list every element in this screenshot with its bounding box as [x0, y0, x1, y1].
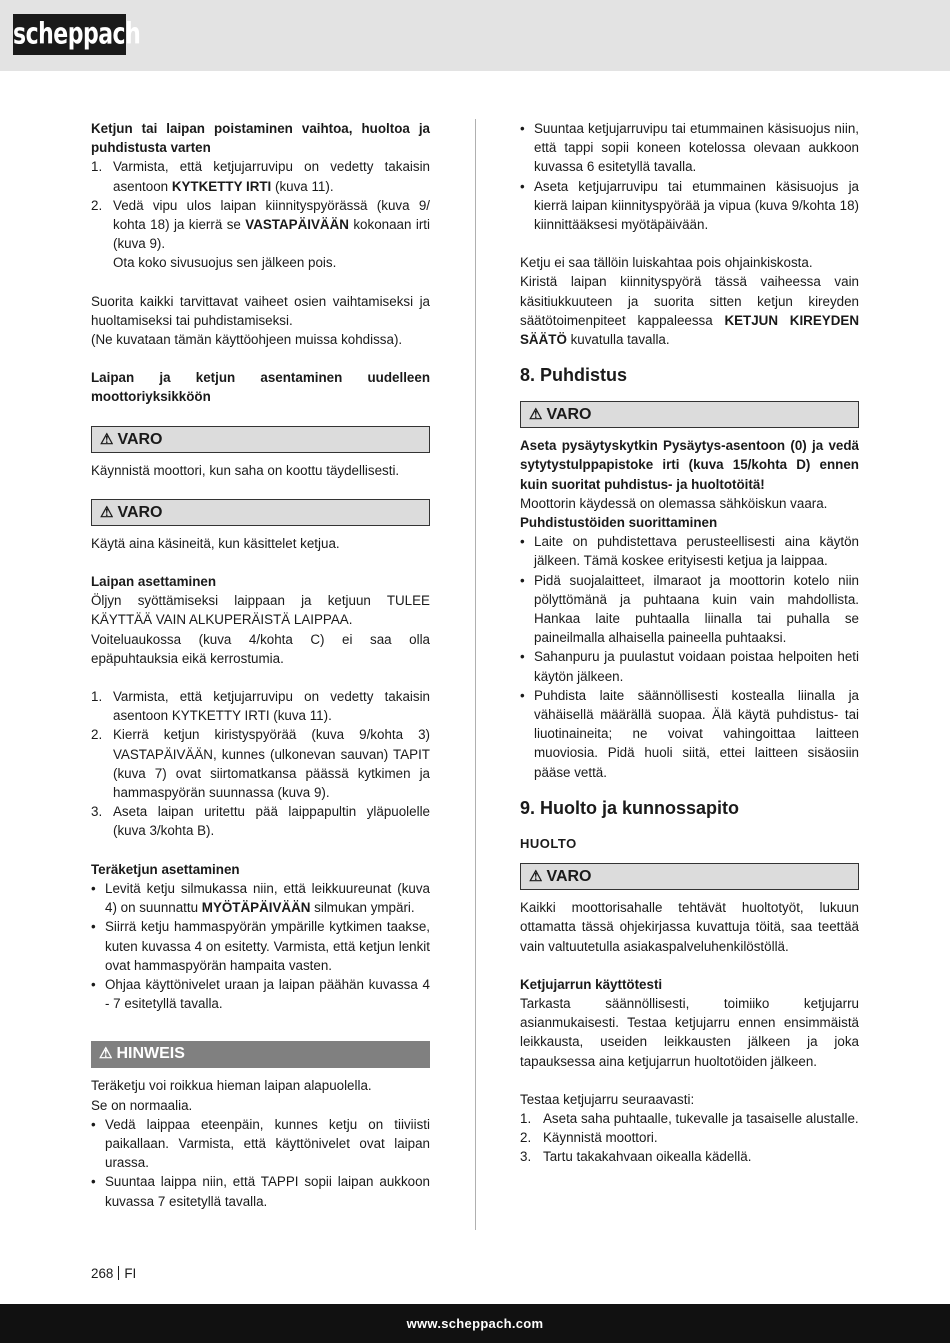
remove-steps — [91, 157, 430, 272]
heading-brake-test: Ketjujarrun käyttötesti — [520, 976, 663, 992]
list-item: • Aseta ketjujarruvipu tai etummainen käsisuojus ja kierrä laipan kiinnityspyörää ja vipua (kuva 9/kohta 18) kiinnittääksesi myötäpäivään. — [520, 178, 859, 233]
list-item: • Pidä suojalaitteet, ilmaraot ja moottorin kotelo niin pölyttömänä ja puhtaana kuin vain mahdollista. Hankaa laite puhtaalla liinalla tai puhalla se paineilmalla alhaisella paineella puhtaaksi. — [520, 572, 859, 646]
warning-triangle-icon: ⚠ — [529, 868, 543, 886]
guard-steps — [520, 119, 859, 234]
list-item: 1. Varmista, että ketjujarruvipu on vedetty takaisin asentoon KYTKETTY IRTI (kuva 11). — [91, 689, 430, 724]
paragraph: Voiteluaukossa (kuva 4/kohta C) ei saa olla epäpuhtauksia eikä kerrostumia. — [91, 631, 430, 666]
website-link[interactable]: www.scheppach.com — [406, 1316, 544, 1331]
subheading-huolto: HUOLTO — [520, 835, 577, 851]
paragraph: Moottorin käydessä on olemassa sähköiskun vaara. — [520, 495, 828, 511]
list-item: 1. Varmista, että ketjujarruvipu on vedetty takaisin asentoon KYTKETTY IRTI (kuva 11). — [91, 159, 430, 194]
list-item: • Levitä ketju silmukassa niin, että leikkuureunat (kuva 4) on suunnattu MYÖTÄPÄIVÄÄN silmukan ympäri. — [91, 880, 430, 916]
heading-cleaning-work: Puhdistustöiden suorittaminen — [520, 515, 718, 531]
heading-bar-install: Laipan asettaminen — [91, 574, 217, 590]
right-column — [520, 119, 859, 1167]
list-item: • Sahanpuru ja puulastut voidaan poistaa helpoiten heti käytön jälkeen. — [520, 649, 859, 684]
heading-remove-bar: Ketjun tai laipan poistaminen vaihtoa, huoltoa ja puhdistusta varten — [91, 121, 430, 156]
list-item: • Ohjaa käyttönivelet uraan ja laipan päähän kuvassa 4 - 7 esitetyllä tavalla. — [91, 976, 430, 1012]
warning-text: Käynnistä moottori, kun saha on koottu täydellisesti. — [91, 462, 400, 478]
header-band — [0, 0, 950, 71]
warning-box: ⚠ VARO — [91, 499, 430, 526]
warning-box: ⚠ VARO — [520, 401, 859, 428]
warning-triangle-icon: ⚠ — [99, 1045, 113, 1063]
list-item: • Suuntaa ketjujarruvipu tai etummainen käsisuojus niin, että tappi sopii koneen kotelossa olevaan aukkoon kuvassa 6 esitetyllä tavalla. — [520, 121, 859, 175]
chain-notes — [91, 1115, 430, 1211]
warning-triangle-icon: ⚠ — [100, 503, 114, 521]
brand-logo: scheppach — [13, 14, 126, 55]
paragraph: (Ne kuvataan tämän käyttöohjeen muissa kohdissa). — [91, 332, 403, 348]
list-item: 2. Vedä vipu ulos laipan kiinnityspyörässä (kuva 9/ kohta 18) ja kierrä se VASTAPÄIVÄÄN kokonaan irti (kuva 9). Ota koko sivusuojus sen jälkeen pois. — [91, 197, 430, 271]
section-heading-maintenance: 9. Huolto ja kunnossapito — [520, 797, 740, 818]
list-item: 2. Kierrä ketjun kiristyspyörää (kuva 9/kohta 3) VASTAPÄIVÄÄN, kunnes (ulkonevan sauvan) TAPIT (kuva 7) ovat siirtomatkansa päässä kytkimen ja hammaspyörän suunnassa (kuva 9). — [91, 727, 430, 801]
warning-box: ⚠ VARO — [91, 426, 430, 453]
bar-steps — [91, 687, 430, 841]
paragraph: Teräketju voi roikkua hieman laipan alapuolella. — [91, 1078, 372, 1094]
heading-chain-install: Teräketjun asettaminen — [91, 861, 240, 877]
section-heading-cleaning: 8. Puhdistus — [520, 365, 628, 386]
list-item: • Suuntaa laippa niin, että TAPPI sopii laipan aukkoon kuvassa 7 esitetyllä tavalla. — [91, 1174, 430, 1209]
list-item: • Puhdista laite säännöllisesti kostealla liinalla ja vähäisellä määrällä suopaa. Älä käytä puhdistus- tai liuotinaineita; ne voivat vahingoittaa laitteen muoviosia. Pidä huoli siitä, ettei laitteen sisäosiin pääse vettä. — [520, 687, 859, 780]
warning-text: Aseta pysäytyskytkin Pysäytys-asentoon (0) ja vedä sytytystulppapistoke irti (kuva 15/kohta D) ennen kuin suoritat puhdistus- ja huoltotöitä! — [520, 438, 859, 492]
list-item: 3. Aseta laipan uritettu pää laippapultin yläpuolelle (kuva 3/kohta B). — [91, 804, 430, 839]
warning-triangle-icon: ⚠ — [529, 406, 543, 424]
paragraph: Testaa ketjujarru seuraavasti: — [520, 1091, 695, 1107]
warning-triangle-icon: ⚠ — [100, 430, 114, 448]
paragraph: Kiristä laipan kiinnityspyörä tässä vaiheessa vain käsitiukkuuteen ja suorita sitten ketjun kireyden säätötoimenpiteet kappaleessa KETJUN KIREYDEN SÄÄTÖ kuvatulla tavalla. — [520, 274, 859, 348]
paragraph: Tarkasta säännöllisesti, toimiiko ketjujarru asianmukaisesti. Testaa ketjujarru ennen ensimmäistä leikkausta, useiden leikkausten jälkeen ja joka tapauksessa aina ketjujarrun huoltotöiden jälkeen. — [520, 995, 859, 1069]
list-item: 3. Tartu takakahvaan oikealla kädellä. — [520, 1149, 752, 1165]
warning-box: ⚠ VARO — [520, 863, 859, 890]
chain-steps — [91, 879, 430, 1013]
list-item: 1. Aseta saha puhtaalle, tukevalle ja tasaiselle alustalle. — [520, 1110, 859, 1126]
brake-test-steps — [520, 1109, 859, 1167]
warning-text: Käytä aina käsineitä, kun käsittelet ketjua. — [91, 535, 340, 551]
paragraph: Ketju ei saa tällöin luiskahtaa pois ohjainkiskosta. — [520, 255, 813, 271]
paragraph: Suorita kaikki tarvittavat vaiheet osien vaihtamiseksi ja huoltamiseksi tai puhdistamiseksi. — [91, 293, 430, 328]
footer-band — [0, 1304, 950, 1343]
list-item: • Laite on puhdistettava perusteellisesti aina käytön jälkeen. Tämä koskee erityisesti ketjua ja laippaa. — [520, 534, 859, 569]
paragraph: Se on normaalia. — [91, 1097, 193, 1113]
paragraph: Kaikki moottorisahalle tehtävät huoltotyöt, lukuun ottamatta tässä ohjekirjassa kuvattuja töitä, saa teettää vain valtuutetulla asiakaspalveluhenkilöstöllä. — [520, 900, 859, 954]
cleaning-list — [520, 532, 859, 782]
heading-reinstall: Laipan ja ketjun asentaminen uudelleen moottoriyksikköön — [91, 370, 430, 405]
paragraph: Öljyn syöttämiseksi laippaan ja ketjuun TULEE KÄYTTÄÄ VAIN ALKUPERÄISTÄ LAIPPAA. — [91, 593, 430, 628]
list-item: • Siirrä ketju hammaspyörän ympärille kytkimen taakse, kuten kuvassa 4 on esitetty. Varmista, että ketjun lenkit ovat hammaspyörän hampaita vasten. — [91, 919, 430, 973]
note-box: ⚠ HINWEIS — [91, 1041, 430, 1068]
column-divider — [475, 119, 476, 1230]
page-number: 268 FI — [91, 1266, 137, 1281]
list-item: 2. Käynnistä moottori. — [520, 1130, 658, 1146]
left-column — [91, 119, 430, 1211]
list-item: • Vedä laippaa eteenpäin, kunnes ketju on tiiviisti paikallaan. Varmista, että käyttönivelet ovat laipan urassa. — [91, 1116, 430, 1171]
